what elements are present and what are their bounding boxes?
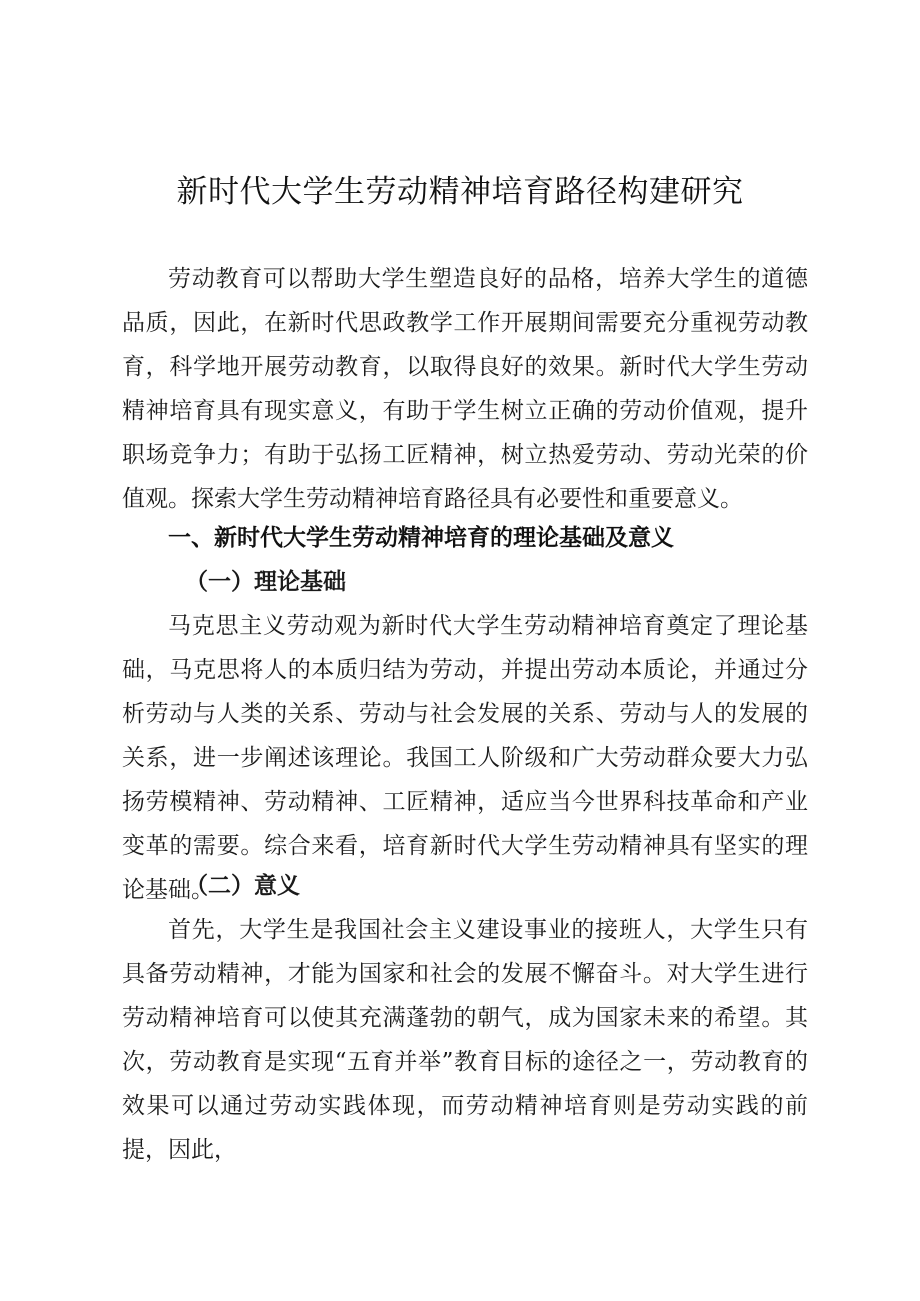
subsection-2-paragraph: 首先，大学生是我国社会主义建设事业的接班人，大学生只有具备劳动精神，才能为国家和社会的发展不懈奋斗。对大学生进行劳动精神培育可以使其充满蓬勃的朝气，成为国家未来的希望。其次，劳动教育是实现“五育并举”教育目标的途径之一，劳动教育的效果可以通过劳动实践体现，而劳动精神培育则是劳动实践的前提，因此，	[122, 917, 808, 1163]
subsection-1-paragraph: 马克思主义劳动观为新时代大学生劳动精神培育奠定了理论基础，马克思将人的本质归结为劳动，并提出劳动本质论，并通过分析劳动与人类的关系、劳动与社会发展的关系、劳动与人的发展的关系，进一步阐述该理论。我国工人阶级和广大劳动群众要大力弘扬劳模精神、劳动精神、工匠精神，适应当今世界科技革命和产业变革的需要。综合来看，培育新时代大学生劳动精神具有坚实的理论基础。	[122, 613, 808, 903]
intro-paragraph: 劳动教育可以帮助大学生塑造良好的品格，培养大学生的道德品质，因此，在新时代思政教学工作开展期间需要充分重视劳动教育，科学地开展劳动教育，以取得良好的效果。新时代大学生劳动精神培育具有现实意义，有助于学生树立正确的劳动价值观，提升职场竞争力；有助于弘扬工匠精神，树立热爱劳动、劳动光荣的价值观。探索大学生劳动精神培育路径具有必要性和重要意义。	[122, 266, 808, 512]
section-heading-1: 一、新时代大学生劳动精神培育的理论基础及意义	[168, 525, 674, 551]
document-title: 新时代大学生劳动精神培育路径构建研究	[176, 174, 744, 210]
subsection-heading-1: （一）理论基础	[185, 568, 346, 595]
subsection-heading-2: （二）意义	[185, 872, 300, 899]
